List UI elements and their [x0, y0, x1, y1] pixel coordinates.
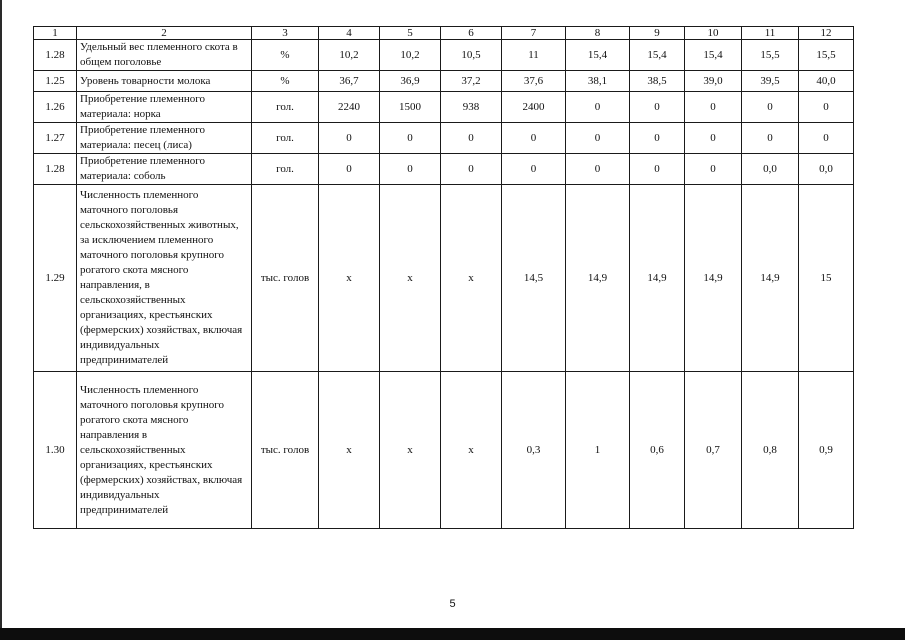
header-cell: 8 [566, 27, 630, 40]
value-cell: х [319, 185, 380, 372]
unit-cell: % [252, 71, 319, 92]
value-cell: 36,9 [380, 71, 441, 92]
value-cell: 0 [566, 123, 630, 154]
table-row [34, 92, 854, 123]
header-row [34, 27, 854, 40]
table-row [34, 372, 854, 529]
value-cell: 39,0 [685, 71, 742, 92]
scan-edge-left [0, 0, 2, 640]
value-cell: 15,4 [685, 40, 742, 71]
row-number: 1.26 [34, 92, 77, 123]
value-cell: 0 [441, 123, 502, 154]
table-row [34, 185, 854, 372]
value-cell: 2240 [319, 92, 380, 123]
row-number: 1.28 [34, 154, 77, 185]
unit-cell: гол. [252, 92, 319, 123]
value-cell: 0 [630, 123, 685, 154]
value-cell: 0 [630, 92, 685, 123]
value-cell: 10,5 [441, 40, 502, 71]
value-cell: х [441, 185, 502, 372]
value-cell: 0 [799, 92, 854, 123]
row-number: 1.28 [34, 40, 77, 71]
value-cell: 15 [799, 185, 854, 372]
value-cell: 0 [319, 154, 380, 185]
value-cell: 10,2 [380, 40, 441, 71]
value-cell: 0,3 [502, 372, 566, 529]
value-cell: х [380, 372, 441, 529]
value-cell: 0 [685, 92, 742, 123]
value-cell: 0,0 [742, 154, 799, 185]
header-cell: 2 [77, 27, 252, 40]
row-number: 1.30 [34, 372, 77, 529]
header-cell: 11 [742, 27, 799, 40]
value-cell: 10,2 [319, 40, 380, 71]
value-cell: 39,5 [742, 71, 799, 92]
table-row [34, 40, 854, 71]
unit-cell: тыс. голов [252, 185, 319, 372]
header-cell: 4 [319, 27, 380, 40]
value-cell: 11 [502, 40, 566, 71]
scan-edge-bottom [0, 628, 905, 640]
value-cell: 14,5 [502, 185, 566, 372]
row-number: 1.25 [34, 71, 77, 92]
value-cell: 0 [502, 154, 566, 185]
value-cell: 0 [380, 123, 441, 154]
value-cell: 14,9 [742, 185, 799, 372]
value-cell: 1500 [380, 92, 441, 123]
value-cell: 40,0 [799, 71, 854, 92]
indicator-name: Численность племенного маточного поголовья сельскохозяйственных животных, за исключением племенного маточного поголовья крупного рогатого скота мясного направления, в сельскохозяйственных организациях, крестьянских (фермерских) хозяйствах, включая индивидуальных предпринимателей [77, 185, 252, 372]
value-cell: 938 [441, 92, 502, 123]
header-cell: 10 [685, 27, 742, 40]
indicator-name: Приобретение племенного материала: норка [77, 92, 252, 123]
header-cell: 6 [441, 27, 502, 40]
indicator-name: Приобретение племенного материала: соболь [77, 154, 252, 185]
value-cell: 0,7 [685, 372, 742, 529]
value-cell: 0 [566, 154, 630, 185]
unit-cell: % [252, 40, 319, 71]
unit-cell: гол. [252, 154, 319, 185]
header-cell: 12 [799, 27, 854, 40]
value-cell: 0 [441, 154, 502, 185]
value-cell: 0 [742, 123, 799, 154]
table-row [34, 123, 854, 154]
value-cell: 38,1 [566, 71, 630, 92]
value-cell: 37,6 [502, 71, 566, 92]
value-cell: х [380, 185, 441, 372]
value-cell: 0 [742, 92, 799, 123]
value-cell: 15,4 [630, 40, 685, 71]
value-cell: 15,5 [742, 40, 799, 71]
indicator-name: Численность племенного маточного поголовья крупного рогатого скота мясного направления в сельскохозяйственных организациях, крестьянских (фермерских) хозяйствах, включая индивидуальных предпринимателей [77, 372, 252, 529]
indicators-table [33, 26, 854, 529]
header-cell: 7 [502, 27, 566, 40]
value-cell: 0,8 [742, 372, 799, 529]
value-cell: 0 [685, 154, 742, 185]
value-cell: 15,4 [566, 40, 630, 71]
header-cell: 9 [630, 27, 685, 40]
value-cell: 0 [502, 123, 566, 154]
value-cell: 14,9 [566, 185, 630, 372]
value-cell: х [441, 372, 502, 529]
header-cell: 3 [252, 27, 319, 40]
unit-cell: тыс. голов [252, 372, 319, 529]
value-cell: 1 [566, 372, 630, 529]
row-number: 1.29 [34, 185, 77, 372]
table-row [34, 154, 854, 185]
header-cell: 1 [34, 27, 77, 40]
row-number: 1.27 [34, 123, 77, 154]
value-cell: 14,9 [630, 185, 685, 372]
value-cell: 0 [380, 154, 441, 185]
value-cell: 37,2 [441, 71, 502, 92]
unit-cell: гол. [252, 123, 319, 154]
indicator-name: Удельный вес племенного скота в общем поголовье [77, 40, 252, 71]
value-cell: 0 [319, 123, 380, 154]
value-cell: 0 [630, 154, 685, 185]
value-cell: 0,6 [630, 372, 685, 529]
value-cell: 0 [685, 123, 742, 154]
table-row [34, 71, 854, 92]
value-cell: 15,5 [799, 40, 854, 71]
value-cell: 14,9 [685, 185, 742, 372]
value-cell: 0,9 [799, 372, 854, 529]
value-cell: х [319, 372, 380, 529]
value-cell: 0 [566, 92, 630, 123]
indicator-name: Уровень товарности молока [77, 71, 252, 92]
value-cell: 36,7 [319, 71, 380, 92]
page-number: 5 [449, 598, 456, 610]
value-cell: 2400 [502, 92, 566, 123]
value-cell: 0 [799, 123, 854, 154]
header-cell: 5 [380, 27, 441, 40]
value-cell: 38,5 [630, 71, 685, 92]
value-cell: 0,0 [799, 154, 854, 185]
indicator-name: Приобретение племенного материала: песец (лиса) [77, 123, 252, 154]
